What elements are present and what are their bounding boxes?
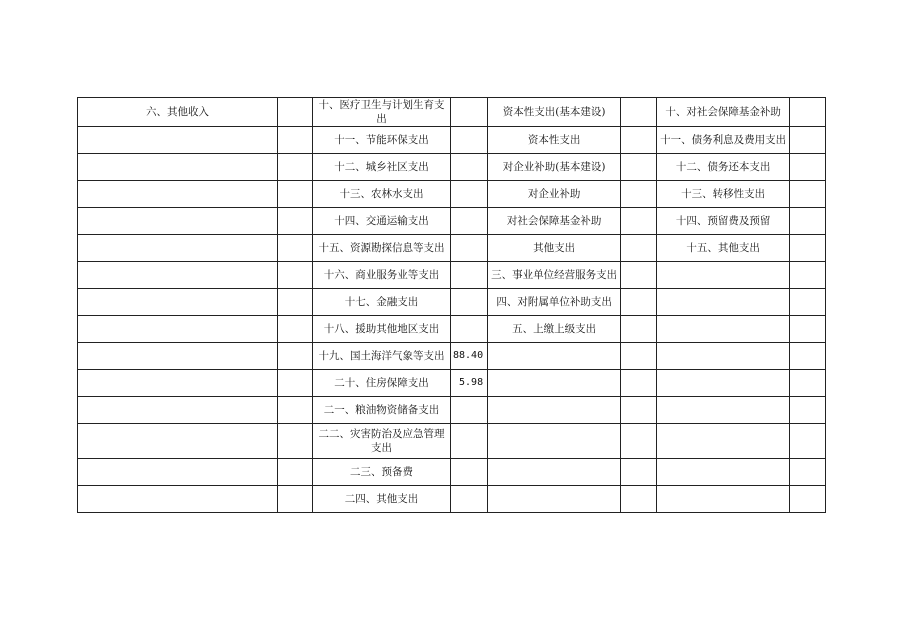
expenditure-economic-cell-2 xyxy=(657,262,790,289)
expenditure-economic-cell xyxy=(488,424,621,459)
expenditure-economic-cell xyxy=(488,343,621,370)
expenditure-economic-amount-cell-2 xyxy=(790,397,826,424)
expenditure-economic-amount-cell-2 xyxy=(790,208,826,235)
expenditure-economic-amount-cell xyxy=(621,370,657,397)
expenditure-function-cell: 十四、交通运输支出 xyxy=(313,208,451,235)
income-amount-cell xyxy=(278,424,313,459)
expenditure-economic-cell-2 xyxy=(657,397,790,424)
expenditure-economic-cell xyxy=(488,486,621,513)
income-item-cell: 六、其他收入 xyxy=(78,98,278,127)
income-item-cell xyxy=(78,370,278,397)
table-row xyxy=(78,343,826,370)
expenditure-economic-cell: 其他支出 xyxy=(488,235,621,262)
expenditure-economic-amount-cell xyxy=(621,181,657,208)
expenditure-function-cell: 二二、灾害防治及应急管理支出 xyxy=(313,424,451,459)
income-amount-cell xyxy=(278,181,313,208)
expenditure-economic-cell-2 xyxy=(657,289,790,316)
income-item-cell xyxy=(78,181,278,208)
income-amount-cell xyxy=(278,289,313,316)
income-item-cell xyxy=(78,208,278,235)
table-body xyxy=(78,98,826,513)
table-row xyxy=(78,459,826,486)
expenditure-economic-cell: 对社会保障基金补助 xyxy=(488,208,621,235)
expenditure-function-amount-cell: 88.40 xyxy=(451,343,488,370)
income-item-cell xyxy=(78,316,278,343)
expenditure-function-cell: 二四、其他支出 xyxy=(313,486,451,513)
expenditure-economic-cell-2: 十、对社会保障基金补助 xyxy=(657,98,790,127)
expenditure-economic-amount-cell xyxy=(621,424,657,459)
income-amount-cell xyxy=(278,343,313,370)
expenditure-economic-amount-cell xyxy=(621,262,657,289)
expenditure-function-cell: 十八、援助其他地区支出 xyxy=(313,316,451,343)
expenditure-economic-amount-cell xyxy=(621,235,657,262)
expenditure-function-amount-cell xyxy=(451,289,488,316)
expenditure-function-amount-cell xyxy=(451,397,488,424)
income-item-cell xyxy=(78,289,278,316)
table-row xyxy=(78,181,826,208)
expenditure-function-amount-cell xyxy=(451,262,488,289)
expenditure-economic-amount-cell-2 xyxy=(790,154,826,181)
expenditure-function-cell: 十三、农林水支出 xyxy=(313,181,451,208)
income-item-cell xyxy=(78,486,278,513)
expenditure-economic-cell-2 xyxy=(657,424,790,459)
table-row xyxy=(78,424,826,459)
expenditure-economic-cell xyxy=(488,370,621,397)
expenditure-function-amount-cell xyxy=(451,181,488,208)
expenditure-function-cell: 十二、城乡社区支出 xyxy=(313,154,451,181)
expenditure-function-amount-cell xyxy=(451,98,488,127)
expenditure-function-cell: 十九、国土海洋气象等支出 xyxy=(313,343,451,370)
budget-table xyxy=(77,97,826,513)
expenditure-economic-cell-2 xyxy=(657,370,790,397)
expenditure-economic-cell-2: 十三、转移性支出 xyxy=(657,181,790,208)
expenditure-economic-cell-2 xyxy=(657,316,790,343)
expenditure-function-amount-cell xyxy=(451,316,488,343)
expenditure-economic-cell: 对企业补助 xyxy=(488,181,621,208)
table-row xyxy=(78,98,826,127)
table-row xyxy=(78,208,826,235)
expenditure-economic-cell-2 xyxy=(657,459,790,486)
income-amount-cell xyxy=(278,459,313,486)
income-item-cell xyxy=(78,262,278,289)
expenditure-economic-cell: 五、上缴上级支出 xyxy=(488,316,621,343)
table-row xyxy=(78,397,826,424)
expenditure-function-cell: 十一、节能环保支出 xyxy=(313,127,451,154)
table-row xyxy=(78,262,826,289)
income-amount-cell xyxy=(278,127,313,154)
expenditure-economic-amount-cell xyxy=(621,486,657,513)
income-amount-cell xyxy=(278,316,313,343)
income-amount-cell xyxy=(278,370,313,397)
income-amount-cell xyxy=(278,397,313,424)
expenditure-economic-amount-cell-2 xyxy=(790,262,826,289)
expenditure-economic-cell-2: 十五、其他支出 xyxy=(657,235,790,262)
expenditure-economic-amount-cell-2 xyxy=(790,235,826,262)
income-amount-cell xyxy=(278,486,313,513)
expenditure-economic-amount-cell xyxy=(621,459,657,486)
expenditure-function-cell: 二十、住房保障支出 xyxy=(313,370,451,397)
income-item-cell xyxy=(78,459,278,486)
expenditure-economic-amount-cell-2 xyxy=(790,316,826,343)
expenditure-economic-cell: 资本性支出 xyxy=(488,127,621,154)
expenditure-function-amount-cell xyxy=(451,486,488,513)
table-row xyxy=(78,127,826,154)
table-row xyxy=(78,486,826,513)
expenditure-economic-cell: 资本性支出(基本建设) xyxy=(488,98,621,127)
expenditure-economic-amount-cell-2 xyxy=(790,486,826,513)
table-row xyxy=(78,316,826,343)
expenditure-economic-amount-cell xyxy=(621,289,657,316)
income-amount-cell xyxy=(278,262,313,289)
expenditure-economic-amount-cell xyxy=(621,316,657,343)
income-amount-cell xyxy=(278,208,313,235)
expenditure-economic-amount-cell-2 xyxy=(790,370,826,397)
expenditure-function-amount-cell xyxy=(451,459,488,486)
expenditure-economic-amount-cell xyxy=(621,154,657,181)
table-row xyxy=(78,289,826,316)
expenditure-economic-amount-cell-2 xyxy=(790,424,826,459)
expenditure-function-cell: 十七、金融支出 xyxy=(313,289,451,316)
expenditure-economic-amount-cell-2 xyxy=(790,127,826,154)
expenditure-economic-amount-cell xyxy=(621,343,657,370)
expenditure-economic-cell xyxy=(488,397,621,424)
expenditure-economic-amount-cell xyxy=(621,208,657,235)
income-item-cell xyxy=(78,343,278,370)
expenditure-economic-amount-cell-2 xyxy=(790,343,826,370)
expenditure-function-amount-cell xyxy=(451,424,488,459)
expenditure-economic-cell-2 xyxy=(657,343,790,370)
expenditure-economic-amount-cell-2 xyxy=(790,289,826,316)
expenditure-function-cell: 十、医疗卫生与计划生育支出 xyxy=(313,98,451,127)
income-amount-cell xyxy=(278,98,313,127)
income-item-cell xyxy=(78,424,278,459)
table-row xyxy=(78,154,826,181)
expenditure-function-amount-cell xyxy=(451,208,488,235)
income-amount-cell xyxy=(278,235,313,262)
expenditure-economic-cell: 三、事业单位经营服务支出 xyxy=(488,262,621,289)
expenditure-function-amount-cell xyxy=(451,127,488,154)
expenditure-economic-amount-cell xyxy=(621,127,657,154)
expenditure-economic-amount-cell xyxy=(621,397,657,424)
expenditure-function-amount-cell xyxy=(451,235,488,262)
expenditure-function-cell: 十五、资源勘探信息等支出 xyxy=(313,235,451,262)
expenditure-function-amount-cell xyxy=(451,154,488,181)
income-item-cell xyxy=(78,127,278,154)
expenditure-economic-amount-cell-2 xyxy=(790,181,826,208)
expenditure-economic-amount-cell-2 xyxy=(790,98,826,127)
expenditure-economic-cell-2: 十二、债务还本支出 xyxy=(657,154,790,181)
income-item-cell xyxy=(78,154,278,181)
expenditure-economic-cell-2 xyxy=(657,486,790,513)
income-item-cell xyxy=(78,397,278,424)
expenditure-economic-cell xyxy=(488,459,621,486)
expenditure-function-cell: 二一、粮油物资储备支出 xyxy=(313,397,451,424)
income-item-cell xyxy=(78,235,278,262)
expenditure-economic-cell-2: 十一、债务利息及费用支出 xyxy=(657,127,790,154)
expenditure-economic-cell: 四、对附属单位补助支出 xyxy=(488,289,621,316)
expenditure-function-cell: 十六、商业服务业等支出 xyxy=(313,262,451,289)
expenditure-economic-amount-cell xyxy=(621,98,657,127)
expenditure-economic-cell: 对企业补助(基本建设) xyxy=(488,154,621,181)
table-row xyxy=(78,370,826,397)
expenditure-economic-cell-2: 十四、预留费及预留 xyxy=(657,208,790,235)
income-amount-cell xyxy=(278,154,313,181)
expenditure-economic-amount-cell-2 xyxy=(790,459,826,486)
table-row xyxy=(78,235,826,262)
expenditure-function-cell: 二三、预备费 xyxy=(313,459,451,486)
expenditure-function-amount-cell: 5.98 xyxy=(451,370,488,397)
